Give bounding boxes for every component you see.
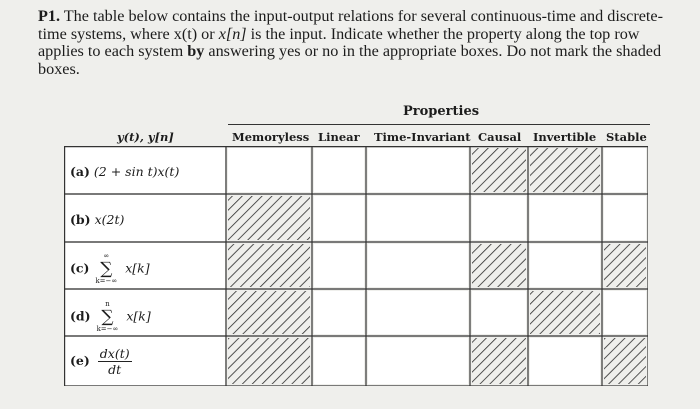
answer-cell-c-linear[interactable] [314, 244, 364, 287]
shaded-cell-c-stable [604, 244, 646, 287]
row-c-expr: x[k] [125, 260, 150, 276]
row-c-tag: (c) [70, 260, 90, 276]
col-causal: Causal [478, 130, 522, 144]
answer-cell-a-time-invariant[interactable] [368, 148, 468, 192]
answer-cell-d-time-invariant[interactable] [368, 291, 468, 334]
answer-cell-b-invertible[interactable] [530, 196, 600, 240]
row-c-sum [95, 252, 117, 286]
col-linear: Linear [318, 130, 360, 144]
output-header: y(t), y[n] [117, 130, 174, 144]
row-e-label [70, 346, 132, 377]
properties-underline [228, 124, 650, 125]
properties-table [64, 146, 648, 386]
col-invertible: Invertible [533, 130, 597, 144]
row-b-label [70, 212, 124, 227]
answer-cell-d-stable[interactable] [604, 291, 646, 334]
answer-cell-c-invertible[interactable] [530, 244, 600, 287]
answer-cell-a-linear[interactable] [314, 148, 364, 192]
shaded-cell-e-memoryless [228, 338, 310, 384]
row-a-expr: (2 + sin t)x(t) [93, 164, 180, 179]
shaded-cell-e-causal [472, 338, 526, 384]
row-d-sum-symbol: ∑ [101, 307, 114, 327]
row-d-tag: (d) [70, 308, 91, 324]
answer-cell-b-stable[interactable] [604, 196, 646, 240]
col-time-invariant: Time-Invariant [374, 130, 471, 144]
problem-number: P1. [38, 7, 61, 25]
row-c-sum-upper: ∞ [103, 252, 110, 260]
answer-cell-b-linear[interactable] [314, 196, 364, 240]
answer-cell-d-causal[interactable] [472, 291, 526, 334]
row-d-sum-lower: k=−∞ [96, 325, 119, 333]
row-c-label [70, 252, 150, 286]
problem-statement [38, 8, 688, 78]
problem-text-3: answering yes or no in the appropriate boxes. Do not mark the shaded boxes. [38, 42, 662, 78]
row-e-denominator: dt [108, 362, 122, 377]
shaded-cell-e-stable [604, 338, 646, 384]
shaded-cell-a-invertible [530, 148, 600, 192]
properties-title: Properties [403, 104, 480, 119]
row-c-sum-symbol: ∑ [100, 259, 113, 279]
table-grid [64, 146, 648, 386]
problem-text-bold: by [187, 42, 205, 60]
answer-cell-e-time-invariant[interactable] [368, 338, 468, 384]
answer-cell-c-time-invariant[interactable] [368, 244, 468, 287]
row-d-sum [97, 300, 119, 334]
row-a-tag: (a) [70, 164, 90, 179]
answer-cell-b-causal[interactable] [472, 196, 526, 240]
answer-cell-a-stable[interactable] [604, 148, 646, 192]
row-e-numerator: dx(t) [99, 346, 130, 361]
shaded-cell-a-causal [472, 148, 526, 192]
answer-cell-a-memoryless[interactable] [228, 148, 310, 192]
shaded-cell-d-invertible [530, 291, 600, 334]
row-d-sum-upper: n [105, 300, 110, 308]
row-d-expr: x[k] [126, 308, 151, 324]
answer-cell-b-time-invariant[interactable] [368, 196, 468, 240]
row-b-expr: x(2t) [94, 212, 125, 227]
row-e-fraction [98, 346, 132, 377]
col-memoryless: Memoryless [232, 130, 310, 144]
shaded-cell-c-causal [472, 244, 526, 287]
problem-text-2: is the input. Indicate whether the property along the top row applies to each system [38, 24, 640, 60]
problem-text-1: The table below contains the input-output relations for several continuous-time and discrete-time systems, where x(t) or [38, 7, 663, 43]
row-c-sum-lower: k=−∞ [95, 277, 118, 285]
answer-cell-e-invertible[interactable] [530, 338, 600, 384]
problem-text-italic: x[n] [218, 24, 247, 43]
shaded-cell-c-memoryless [228, 244, 310, 287]
row-d-label [70, 300, 151, 334]
answer-cell-d-linear[interactable] [314, 291, 364, 334]
shaded-cell-d-memoryless [228, 291, 310, 334]
answer-cell-e-linear[interactable] [314, 338, 364, 384]
row-e-tag: (e) [70, 353, 90, 368]
col-stable: Stable [606, 130, 647, 144]
row-b-tag: (b) [70, 212, 91, 227]
row-a-label [70, 164, 179, 179]
shaded-cell-b-memoryless [228, 196, 310, 240]
